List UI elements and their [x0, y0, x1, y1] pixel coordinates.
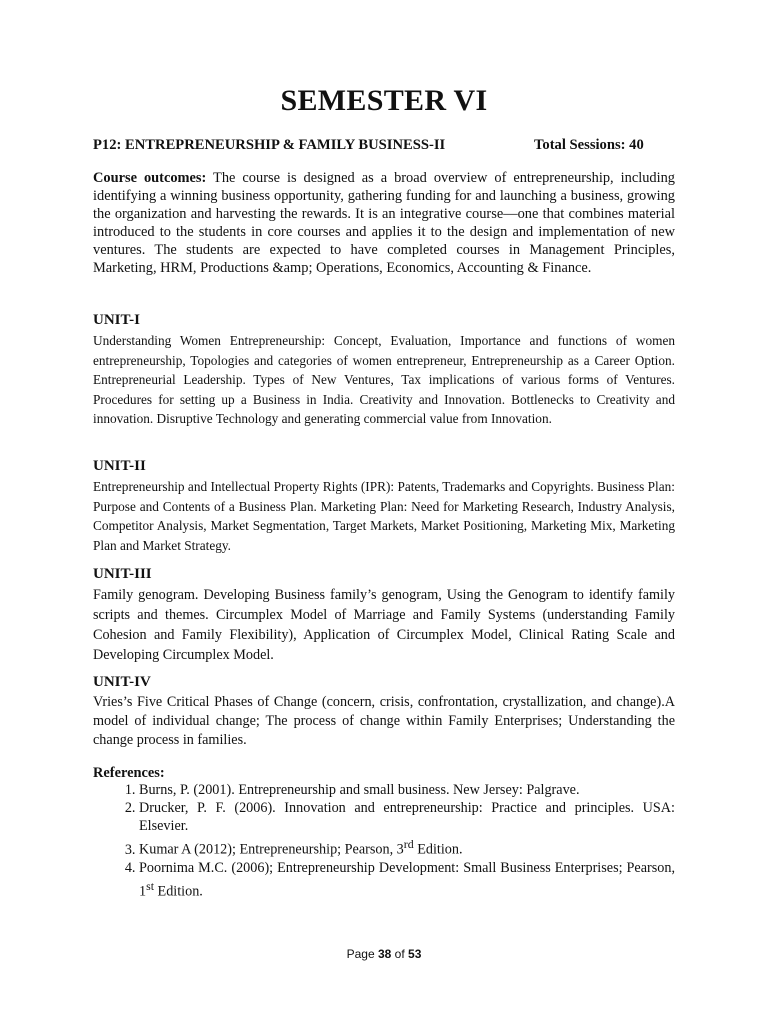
references-heading: References: — [93, 765, 165, 781]
page-total: 53 — [408, 947, 422, 961]
unit-1-heading: UNIT-I — [93, 312, 140, 328]
course-code-title: P12: ENTREPRENEURSHIP & FAMILY BUSINESS-II — [93, 137, 446, 153]
page-footer: Page 38 of 53 — [346, 947, 422, 961]
references-list — [93, 781, 675, 900]
unit-4-text: Vries’s Five Critical Phases of Change (concern, crisis, confrontation, crystallization, and change).A model of individual change; The process of change within Family Enterprises; Understanding the change process in families. — [93, 694, 675, 748]
unit-2-heading: UNIT-II — [93, 458, 146, 474]
page-number: 38 — [377, 947, 392, 961]
unit-1-text: Understanding Women Entrepreneurship: Concept, Evaluation, Importance and functions of women entrepreneurship, Topologies and categories of women entrepreneur, Entrepreneurship as a Career Option. Entrepreneurial Leadership. Types of New Ventures, Tax implications of various forms of Ventures. Procedures for setting up a Business in India. Creativity and Innovation. Bottlenecks to Creativity and innovation. Disruptive Technology and generating commercial value from Innovation. — [93, 333, 675, 426]
unit-4-heading: UNIT-IV — [93, 674, 151, 690]
reference-item: 1. Burns, P. (2001). Entrepreneurship and small business. New Jersey: Palgrave. — [139, 781, 675, 799]
reference-item: 4. Poornima M.C. (2006); Entrepreneurship Development: Small Business Enterprises; Pearson, 1st Edition. — [139, 859, 675, 901]
course-outcomes-label: Course outcomes: — [93, 170, 207, 186]
reference-item: 3. Kumar A (2012); Entrepreneurship; Pearson, 3rd Edition. — [139, 835, 675, 859]
unit-3-heading: UNIT-III — [93, 566, 152, 582]
page-title: SEMESTER VI — [280, 84, 488, 117]
reference-item: 2. Drucker, P. F. (2006). Innovation and entrepreneurship: Practice and principles. USA: Elsevier. — [139, 799, 675, 835]
course-header — [93, 137, 675, 154]
unit-2-text: Entrepreneurship and Intellectual Property Rights (IPR): Patents, Trademarks and Copyrights. Business Plan: Purpose and Contents of a Business Plan. Marketing Plan: Need for Marketing Research, Industry Analysis, Competitor Analysis, Market Segmentation, Target Markets, Market Positioning, Marketing Mix, Marketing Plan and Market Strategy. — [93, 479, 675, 553]
unit-3-text: Family genogram. Developing Business family’s genogram, Using the Genogram to identify family scripts and themes. Circumplex Model of Marriage and Family Systems (understanding Family Cohesion and Family Flexibility), Application of Circumplex Model, Clinical Rating Scale and Developing Circumplex Model. — [93, 587, 675, 663]
total-sessions: Total Sessions: 40 — [534, 137, 644, 153]
course-outcomes-text: The course is designed as a broad overview of entrepreneurship, including identifying a winning business opportunity, gathering funding for and launching a business, growing the organization and harvesting the rewards. It is an integrative course—one that combines material introduced to the students in core courses and applies it to the design and implementation of new ventures. The students are expected to have completed courses in Management Principles, Marketing, HRM, Productions &amp; Operations, Economics, Accounting & Finance. — [93, 170, 675, 276]
course-outcomes — [93, 169, 675, 277]
